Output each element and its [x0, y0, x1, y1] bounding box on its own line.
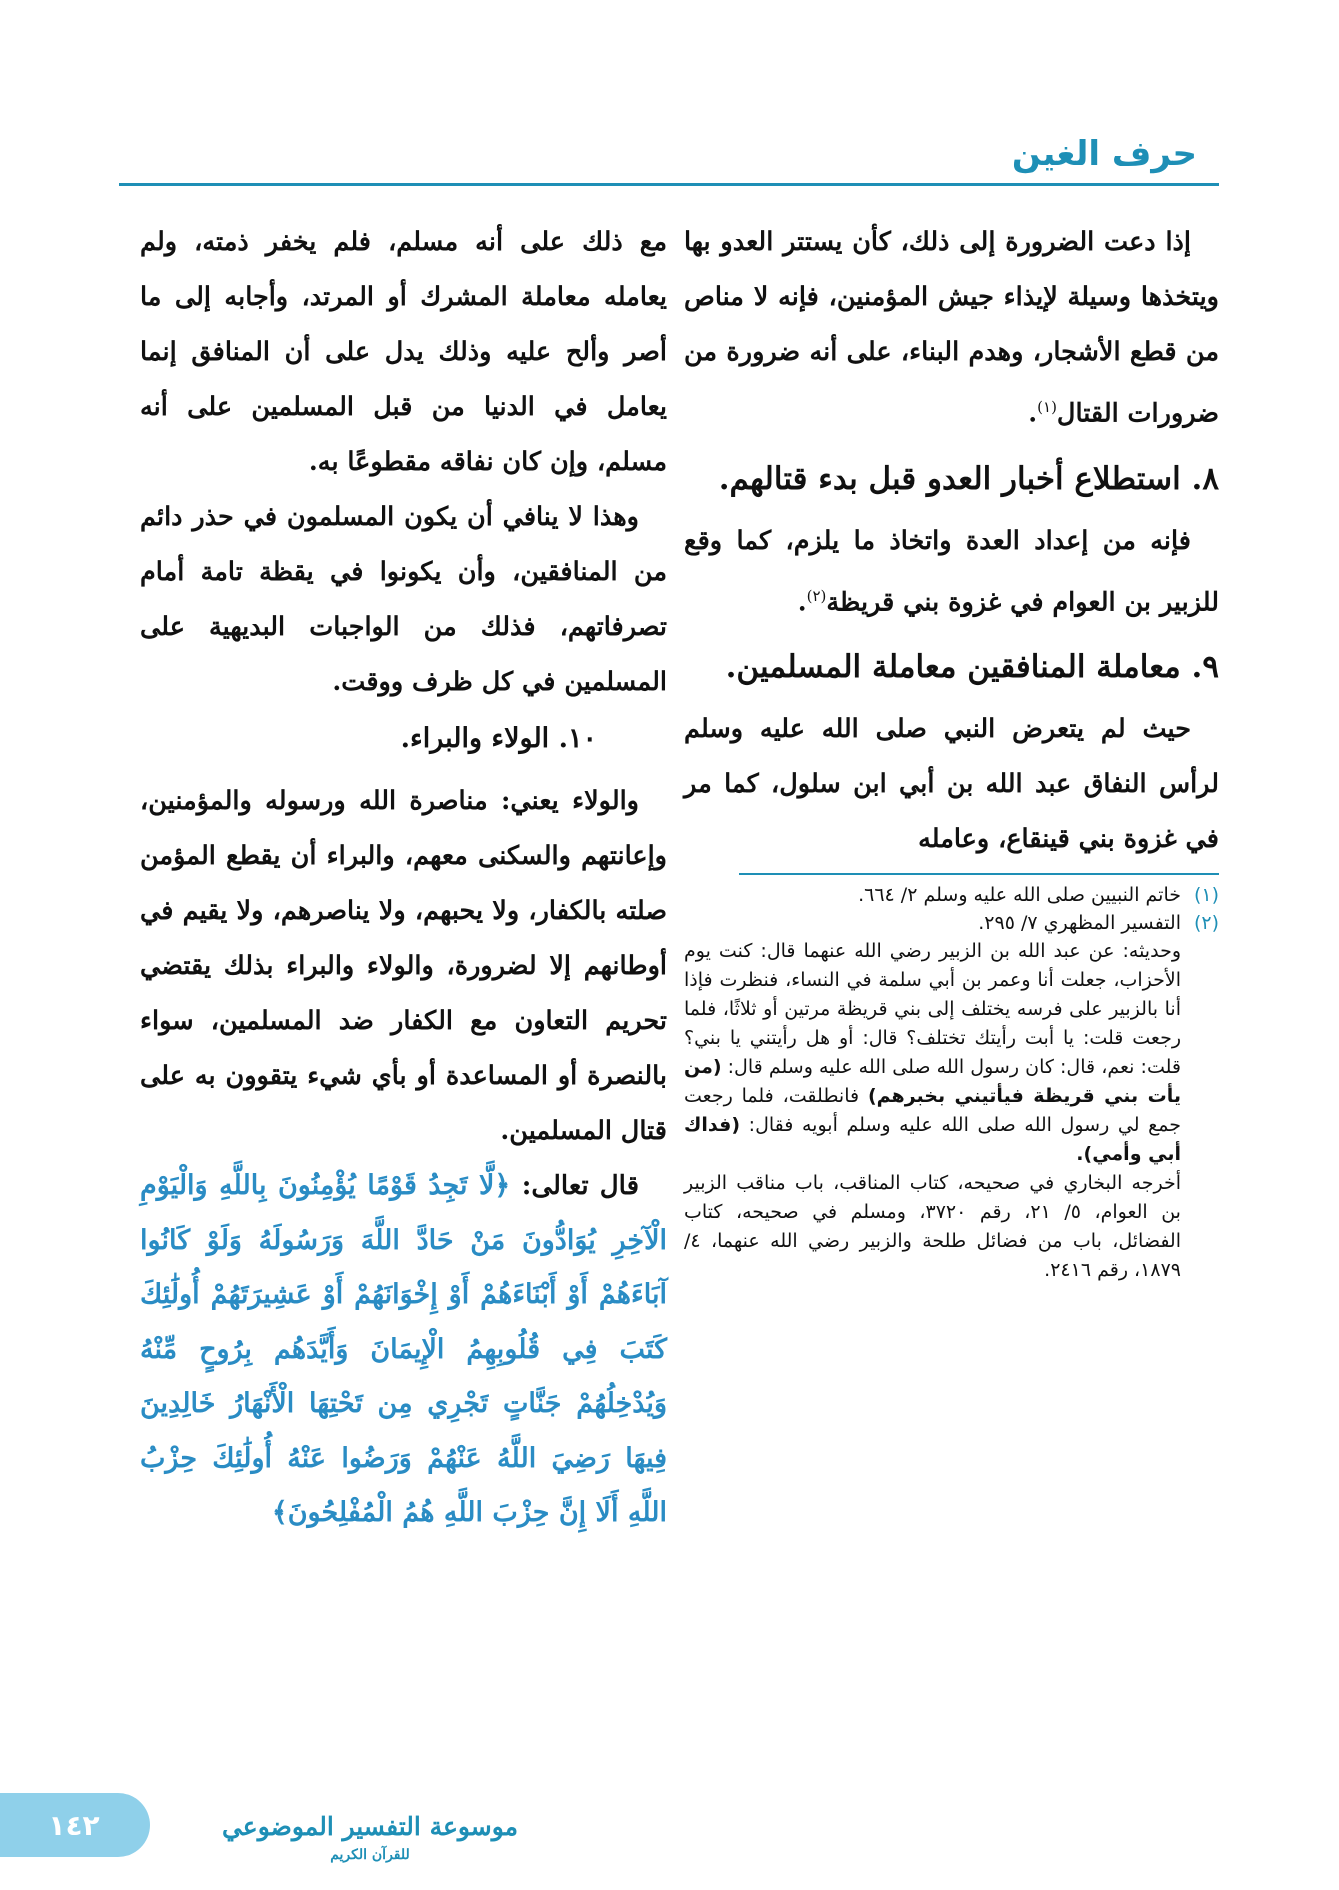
- footnote-1: [684, 881, 1219, 909]
- footnote-number: (١): [1193, 884, 1219, 906]
- logo-subtitle: للقرآن الكريم: [330, 1847, 410, 1863]
- page-header: [119, 128, 1219, 188]
- paragraph-loyalty: والولاء يعني: مناصرة الله ورسوله والمؤمنين، وإعانتهم والسكنى معهم، والبراء أن يقطع المؤمن صلته بالكفار، ولا يحبهم، ولا يناصرهم، ولا يقيم في أوطانهم إلا لضرورة، والولاء والبراء بذلك يقتضي تحريم التعاون مع الكفار ضد المسلمين، سواء بالنصرة أو المساعدة أو بأي شيء يتقوون به على قتال المسلمين.: [140, 786, 667, 1146]
- footnote-text: خاتم النبيين صلى الله عليه وسلم ٢/ ٦٦٤.: [858, 884, 1181, 906]
- page-number: ١٤٢: [48, 1809, 100, 1842]
- footnote-number: (٢): [1193, 912, 1219, 934]
- footnote-ref-2[interactable]: (٢): [806, 586, 827, 605]
- paragraph-destruction: [684, 215, 1219, 442]
- quran-intro: قال تعالى:: [521, 1171, 640, 1201]
- footnote-divider: [739, 873, 1219, 875]
- footnotes: [684, 881, 1219, 1285]
- hadith-text: فانطلقت، فلما رجعت جمع لي رسول الله صلى الله عليه وسلم أبويه فقال:: [684, 1085, 1181, 1136]
- hadith-text: وحديثه: عن عبد الله بن الزبير رضي الله عنهما قال: كنت يوم الأحزاب، جعلت أنا وعمر بن أبي سلمة في النساء، فنظرت فإذا أنا بالزبير على فرسه يختلف إلى بني قريظة مرتين أو ثلاثًا، فلما رجعت قلت: يا أبت رأيتك تختلف؟ قال: أو هل رأيتني يا بني؟ قلت: نعم، قال: كان رسول الله صلى الله عليه وسلم قال:: [684, 940, 1181, 1078]
- paragraph-end: .: [1028, 398, 1038, 429]
- encyclopedia-logo: [215, 1808, 525, 1878]
- heading-item-8: ٨. استطلاع أخبار العدو قبل بدء قتالهم.: [718, 460, 1219, 497]
- paragraph-end: .: [797, 587, 807, 617]
- right-column: [684, 215, 1219, 1285]
- quran-text: ﴿لَّا تَجِدُ قَوْمًا يُؤْمِنُونَ بِاللَّهِ وَالْيَوْمِ الْآخِرِ يُوَادُّونَ مَنْ حَادَّ اللَّهَ وَرَسُولَهُ وَلَوْ كَانُوا آبَاءَهُمْ أَوْ أَبْنَاءَهُمْ أَوْ إِخْوَانَهُمْ أَوْ عَشِيرَتَهُمْ أُولَٰئِكَ كَتَبَ فِي قُلُوبِهِمُ الْإِيمَانَ وَأَيَّدَهُم بِرُوحٍ مِّنْهُ وَيُدْخِلُهُمْ جَنَّاتٍ تَجْرِي مِن تَحْتِهَا الْأَنْهَارُ خَالِدِينَ فِيهَا رَضِيَ اللَّهُ عَنْهُمْ وَرَضُوا عَنْهُ أُولَٰئِكَ حِزْبُ اللَّهِ أَلَا إِنَّ حِزْبَ اللَّهِ هُمُ الْمُفْلِحُونَ﴾: [140, 1170, 667, 1528]
- paragraph-hypocrites: حيث لم يتعرض النبي صلى الله عليه وسلم لرأس النفاق عبد الله بن أبي ابن سلول، كما مر في غزوة بني قينقاع، وعامله: [684, 714, 1219, 854]
- hadith-quote: (من يأت بني قريظة فيأتيني بخبرهم): [684, 1056, 1182, 1107]
- paragraph-reconnaissance: [684, 514, 1219, 631]
- paragraph-vigilance: وهذا لا ينافي أن يكون المسلمون في حذر دائم من المنافقين، وأن يكونوا في يقظة تامة أمام تصرفاتهم، فذلك من الواجبات البديهية على المسلمين في كل ظرف ووقت.: [140, 502, 667, 697]
- footnote-ref-1[interactable]: (١): [1037, 398, 1057, 416]
- paragraph-text: فإنه من إعداد العدة واتخاذ ما يلزم، كما وقع للزبير بن العوام في غزوة بني قريظة: [684, 525, 1219, 617]
- logo-title: موسوعة التفسير الموضوعي: [221, 1812, 519, 1841]
- footnote-source: أخرجه البخاري في صحيحه، كتاب المناقب، باب مناقب الزبير بن العوام، ٥/ ٢١، رقم ٣٧٢٠، ومسلم في صحيحه، كتاب الفضائل، باب من فضائل طلحة والزبير رضي الله عنهما، ٤/ ١٨٧٩، رقم ٢٤١٦.: [684, 1172, 1181, 1281]
- left-column: [140, 215, 667, 1541]
- footnote-text: التفسير المظهري ٧/ ٢٩٥.: [978, 912, 1181, 934]
- header-rule: [119, 183, 1219, 186]
- chapter-title: حرف الغين: [1011, 134, 1197, 174]
- paragraph-text: إذا دعت الضرورة إلى ذلك، كأن يستتر العدو بها ويتخذها وسيلة لإيذاء جيش المؤمنين، فإنه لا مناص من قطع الأشجار، وهدم البناء، على أنه ضرورة من ضرورات القتال: [684, 227, 1219, 429]
- hadith-quote: (فداك أبي وأمي).: [684, 1114, 1181, 1165]
- quran-verse: [140, 1159, 667, 1541]
- paragraph-continuation: مع ذلك على أنه مسلم، فلم يخفر ذمته، ولم يعامله معاملة المشرك أو المرتد، وأجابه إلى ما أصر وألح عليه وذلك يدل على أن المنافق إنما يعامل في الدنيا من قبل المسلمين على أنه مسلم، وإن كان نفاقه مقطوعًا به.: [140, 227, 667, 477]
- heading-item-9: ٩. معاملة المنافقين معاملة المسلمين.: [725, 649, 1219, 685]
- footnote-2: [684, 909, 1219, 937]
- heading-item-10: ١٠. الولاء والبراء.: [400, 723, 597, 754]
- footnote-hadith: [684, 937, 1219, 1169]
